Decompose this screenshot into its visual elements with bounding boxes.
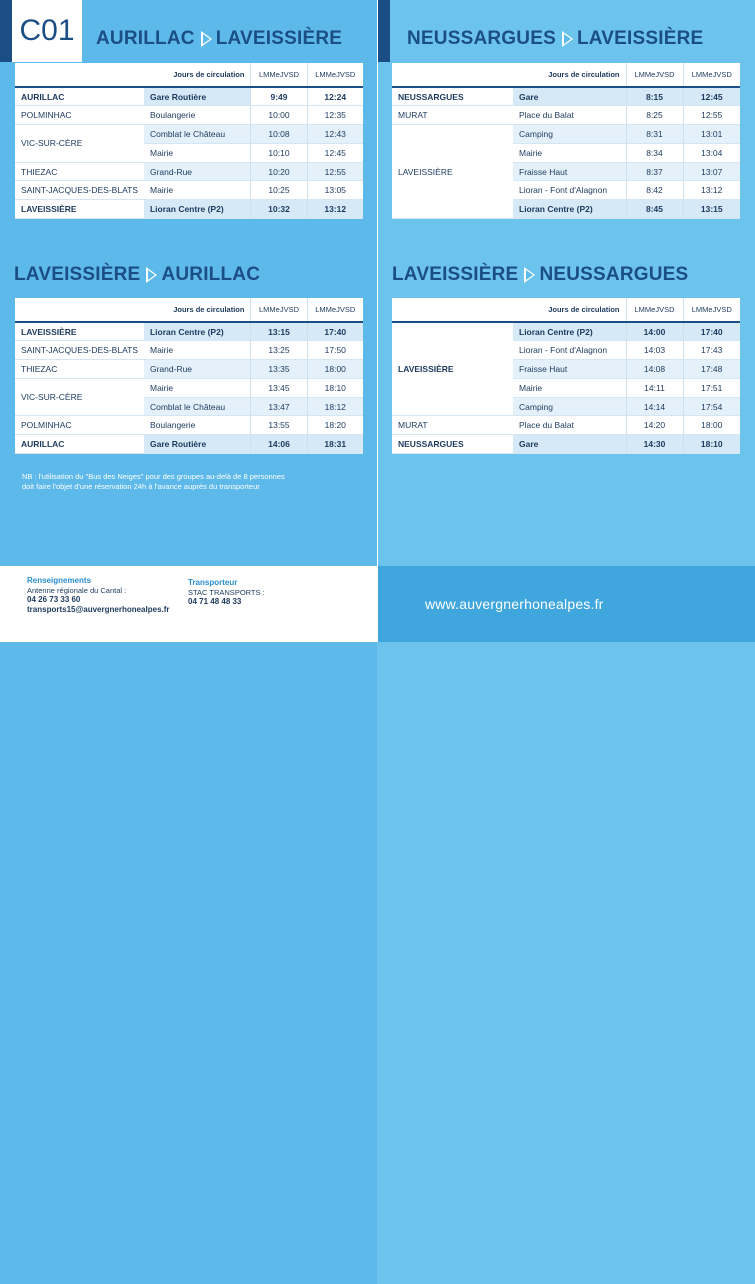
table-row: Camping 14:14 17:54: [392, 397, 740, 416]
days-col-1: LMMeJVSD: [626, 298, 683, 322]
website-footer: [378, 566, 755, 642]
days-col-2: LMMeJVSD: [307, 63, 363, 87]
table-row: VIC-SUR-CÈRE Mairie 13:45 18:10: [15, 378, 363, 397]
days-label: Jours de circulation: [15, 63, 251, 87]
info-email[interactable]: transports15@auvergnerhonealpes.fr: [27, 604, 170, 614]
section-2-to: LAVEISSIÈRE: [576, 28, 704, 49]
note-line-2: doit faire l'objet d'une réservation 24h à l'avance auprès du transporteur: [22, 482, 260, 491]
table-row: AURILLAC Gare Routière 9:49 12:24: [15, 87, 363, 106]
table-row: SAINT-JACQUES-DES-BLATS Mairie 10:25 13:05: [15, 181, 363, 200]
carrier-phone: 04 71 48 48 33: [188, 597, 242, 606]
table-row: THIEZAC Grand-Rue 13:35 18:00: [15, 360, 363, 379]
days-label: Jours de circulation: [392, 63, 626, 87]
group-booking-note: [22, 472, 352, 492]
days-col-2: LMMeJVSD: [683, 298, 740, 322]
section-2-header: [407, 8, 703, 70]
table-row: LAVEISSIÈRE Lioran Centre (P2) 14:00 17:40: [392, 322, 740, 341]
info-block: [27, 576, 170, 614]
right-panel: [0, 642, 377, 1284]
panel-divider: [377, 0, 378, 642]
carrier-name: STAC TRANSPORTS :: [188, 587, 265, 597]
table-row: Mairie 10:10 12:45: [15, 143, 363, 162]
table-row: MURAT Place du Balat 8:25 12:55: [392, 106, 740, 125]
arrow-icon: [146, 267, 157, 283]
carrier-block: [188, 578, 265, 607]
table-row: SAINT-JACQUES-DES-BLATS Mairie 13:25 17:50: [15, 341, 363, 360]
website-link[interactable]: www.auvergnerhonealpes.fr: [425, 596, 604, 612]
table-row: Fraisse Haut 14:08 17:48: [392, 360, 740, 379]
contact-footer: [0, 566, 377, 642]
section-4-header: [392, 244, 688, 306]
arrow-icon: [201, 31, 212, 47]
section-4-from: LAVEISSIÈRE: [392, 264, 519, 285]
arrow-icon: [524, 267, 535, 283]
days-col-2: LMMeJVSD: [307, 298, 363, 322]
section-3-from: LAVEISSIÈRE: [14, 264, 141, 285]
arrow-icon: [562, 31, 573, 47]
timetable-4: [392, 298, 740, 454]
table-row: NEUSSARGUES Gare 14:30 18:10: [392, 435, 740, 454]
blue-tab: [378, 0, 390, 62]
table-row: Comblat le Château 13:47 18:12: [15, 397, 363, 416]
days-col-1: LMMeJVSD: [251, 63, 307, 87]
table-row: AURILLAC Gare Routière 14:06 18:31: [15, 435, 363, 454]
route-code: C01: [0, 0, 82, 62]
days-col-1: LMMeJVSD: [251, 298, 307, 322]
timetable-1: [15, 63, 363, 219]
section-1-to: LAVEISSIÈRE: [215, 28, 343, 49]
table-row: VIC-SUR-CÈRE Comblat le Château 10:08 12:43: [15, 125, 363, 144]
table-row: Mairie 8:34 13:04: [392, 143, 740, 162]
table-row: Lioran - Font d'Alagnon 8:42 13:12: [392, 181, 740, 200]
section-1-from: AURILLAC: [96, 28, 195, 49]
table-row: Mairie 14:11 17:51: [392, 378, 740, 397]
days-label: Jours de circulation: [15, 298, 251, 322]
section-2-from: NEUSSARGUES: [407, 28, 556, 49]
table-row: Lioran - Font d'Alagnon 14:03 17:43: [392, 341, 740, 360]
days-label: Jours de circulation: [392, 298, 626, 322]
info-title: Renseignements: [27, 576, 92, 585]
section-1-header: [96, 8, 342, 70]
timetable-2: [392, 63, 740, 219]
table-row: Lioran Centre (P2) 8:45 13:15: [392, 200, 740, 219]
table-row: POLMINHAC Boulangerie 10:00 12:35: [15, 106, 363, 125]
table-row: MURAT Place du Balat 14:20 18:00: [392, 416, 740, 435]
table-row: Fraisse Haut 8:37 13:07: [392, 162, 740, 181]
note-line-1: NB : l'utilisation du "Bus des Neiges" pour des groupes au-delà de 8 personnes: [22, 472, 285, 481]
section-3-to: AURILLAC: [161, 264, 261, 285]
days-col-1: LMMeJVSD: [626, 63, 683, 87]
table-row: THIEZAC Grand-Rue 10:20 12:55: [15, 162, 363, 181]
info-org: Antenne régionale du Cantal :: [27, 585, 127, 595]
section-4-to: NEUSSARGUES: [539, 264, 689, 285]
timetable-3: [15, 298, 363, 454]
table-row: LAVEISSIÈRE Lioran Centre (P2) 10:32 13:12: [15, 200, 363, 219]
table-row: LAVEISSIÈRE Lioran Centre (P2) 13:15 17:40: [15, 322, 363, 341]
carrier-title: Transporteur: [188, 578, 238, 587]
info-phone: 04 26 73 33 60: [27, 595, 81, 604]
table-row: LAVEISSIÈRE Camping 8:31 13:01: [392, 125, 740, 144]
days-col-2: LMMeJVSD: [683, 63, 740, 87]
section-3-header: [14, 244, 260, 306]
table-row: NEUSSARGUES Gare 8:15 12:45: [392, 87, 740, 106]
table-row: POLMINHAC Boulangerie 13:55 18:20: [15, 416, 363, 435]
